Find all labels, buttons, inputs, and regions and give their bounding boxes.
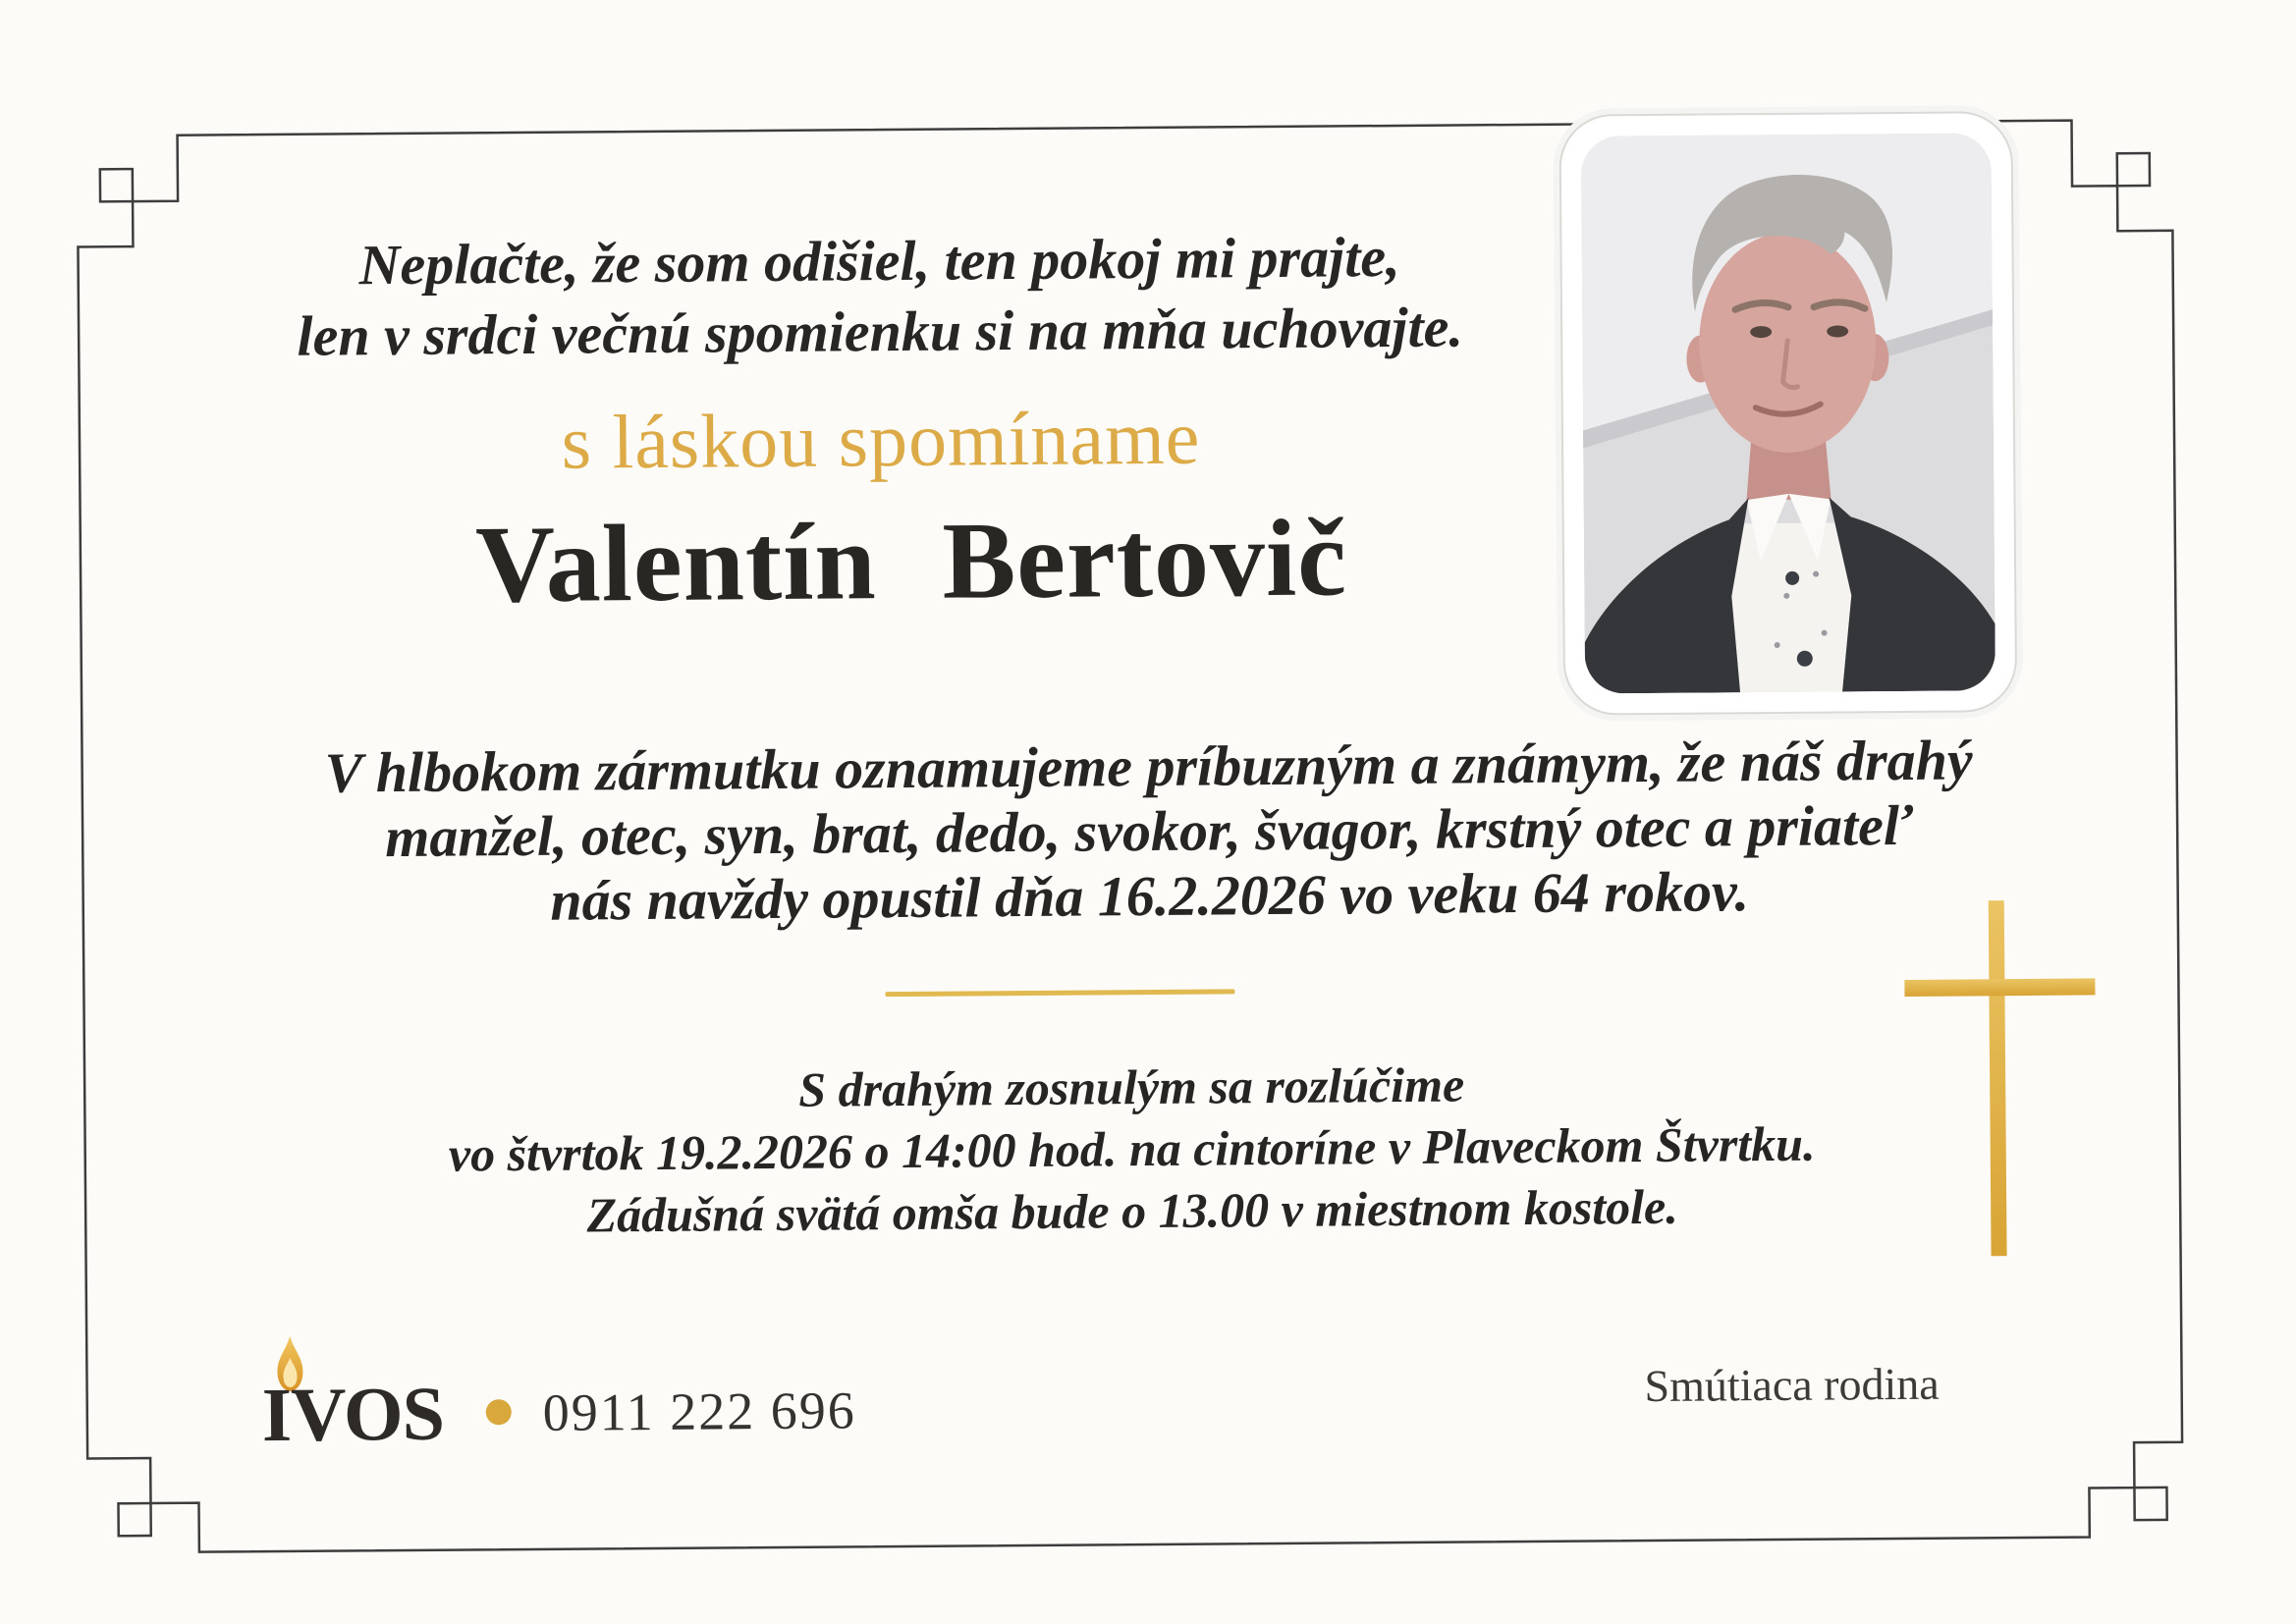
corner-square-bottom-right [2134,1488,2166,1520]
farewell-line-2: vo štvrtok 19.2.2026 o 14:00 hod. na cintoríne v Plaveckom Štvrtku. [448,1115,1816,1182]
announcement-paragraph [97,727,2200,938]
funeral-home-logo: IVOS [261,1370,445,1458]
farewell-line-3: Zádušná svätá omša bude o 13.00 v miestnom kostole. [586,1178,1678,1243]
deceased-photo [1558,111,2017,716]
quote-line-2: len v srdci večnú spomienku si na mňa uchovajte. [297,295,1464,368]
quote-line-1: Neplačte, že som odišiel, ten pokoj mi prajte, [358,224,1400,298]
farewell-line-1: S drahým zosnulým sa rozlúčime [798,1056,1465,1117]
family-signature: Smútiaca rodina [1644,1358,1940,1412]
announcement-line-3: nás navždy opustil dňa 16.2.2026 vo veku 64 rokov. [550,859,1750,933]
cross-vertical-bar [1989,900,2007,1256]
tribute-line: s láskou spomíname [561,394,1201,485]
memorial-quote [142,220,1616,373]
corner-square-bottom-left [118,1503,150,1536]
gold-dot-icon [486,1399,512,1425]
announcement-line-1: V hlbokom zármutku oznamujeme príbuzným a známym, že náš drahý [324,728,1973,805]
announcement-line-2: manžel, otec, syn, brat, dedo, svokor, švagor, krstný otec a priateľ [384,792,1914,870]
corner-square-top-left [100,169,133,201]
portrait-image [1581,133,1995,693]
farewell-paragraph [100,1049,2163,1250]
corner-square-top-right [2117,153,2150,186]
phone-number: 0911 222 696 [542,1380,857,1442]
deceased-name: Valentín Bertovič [474,497,1348,626]
portrait-illustration [1581,133,1995,693]
cross-horizontal-bar [1904,978,2095,997]
